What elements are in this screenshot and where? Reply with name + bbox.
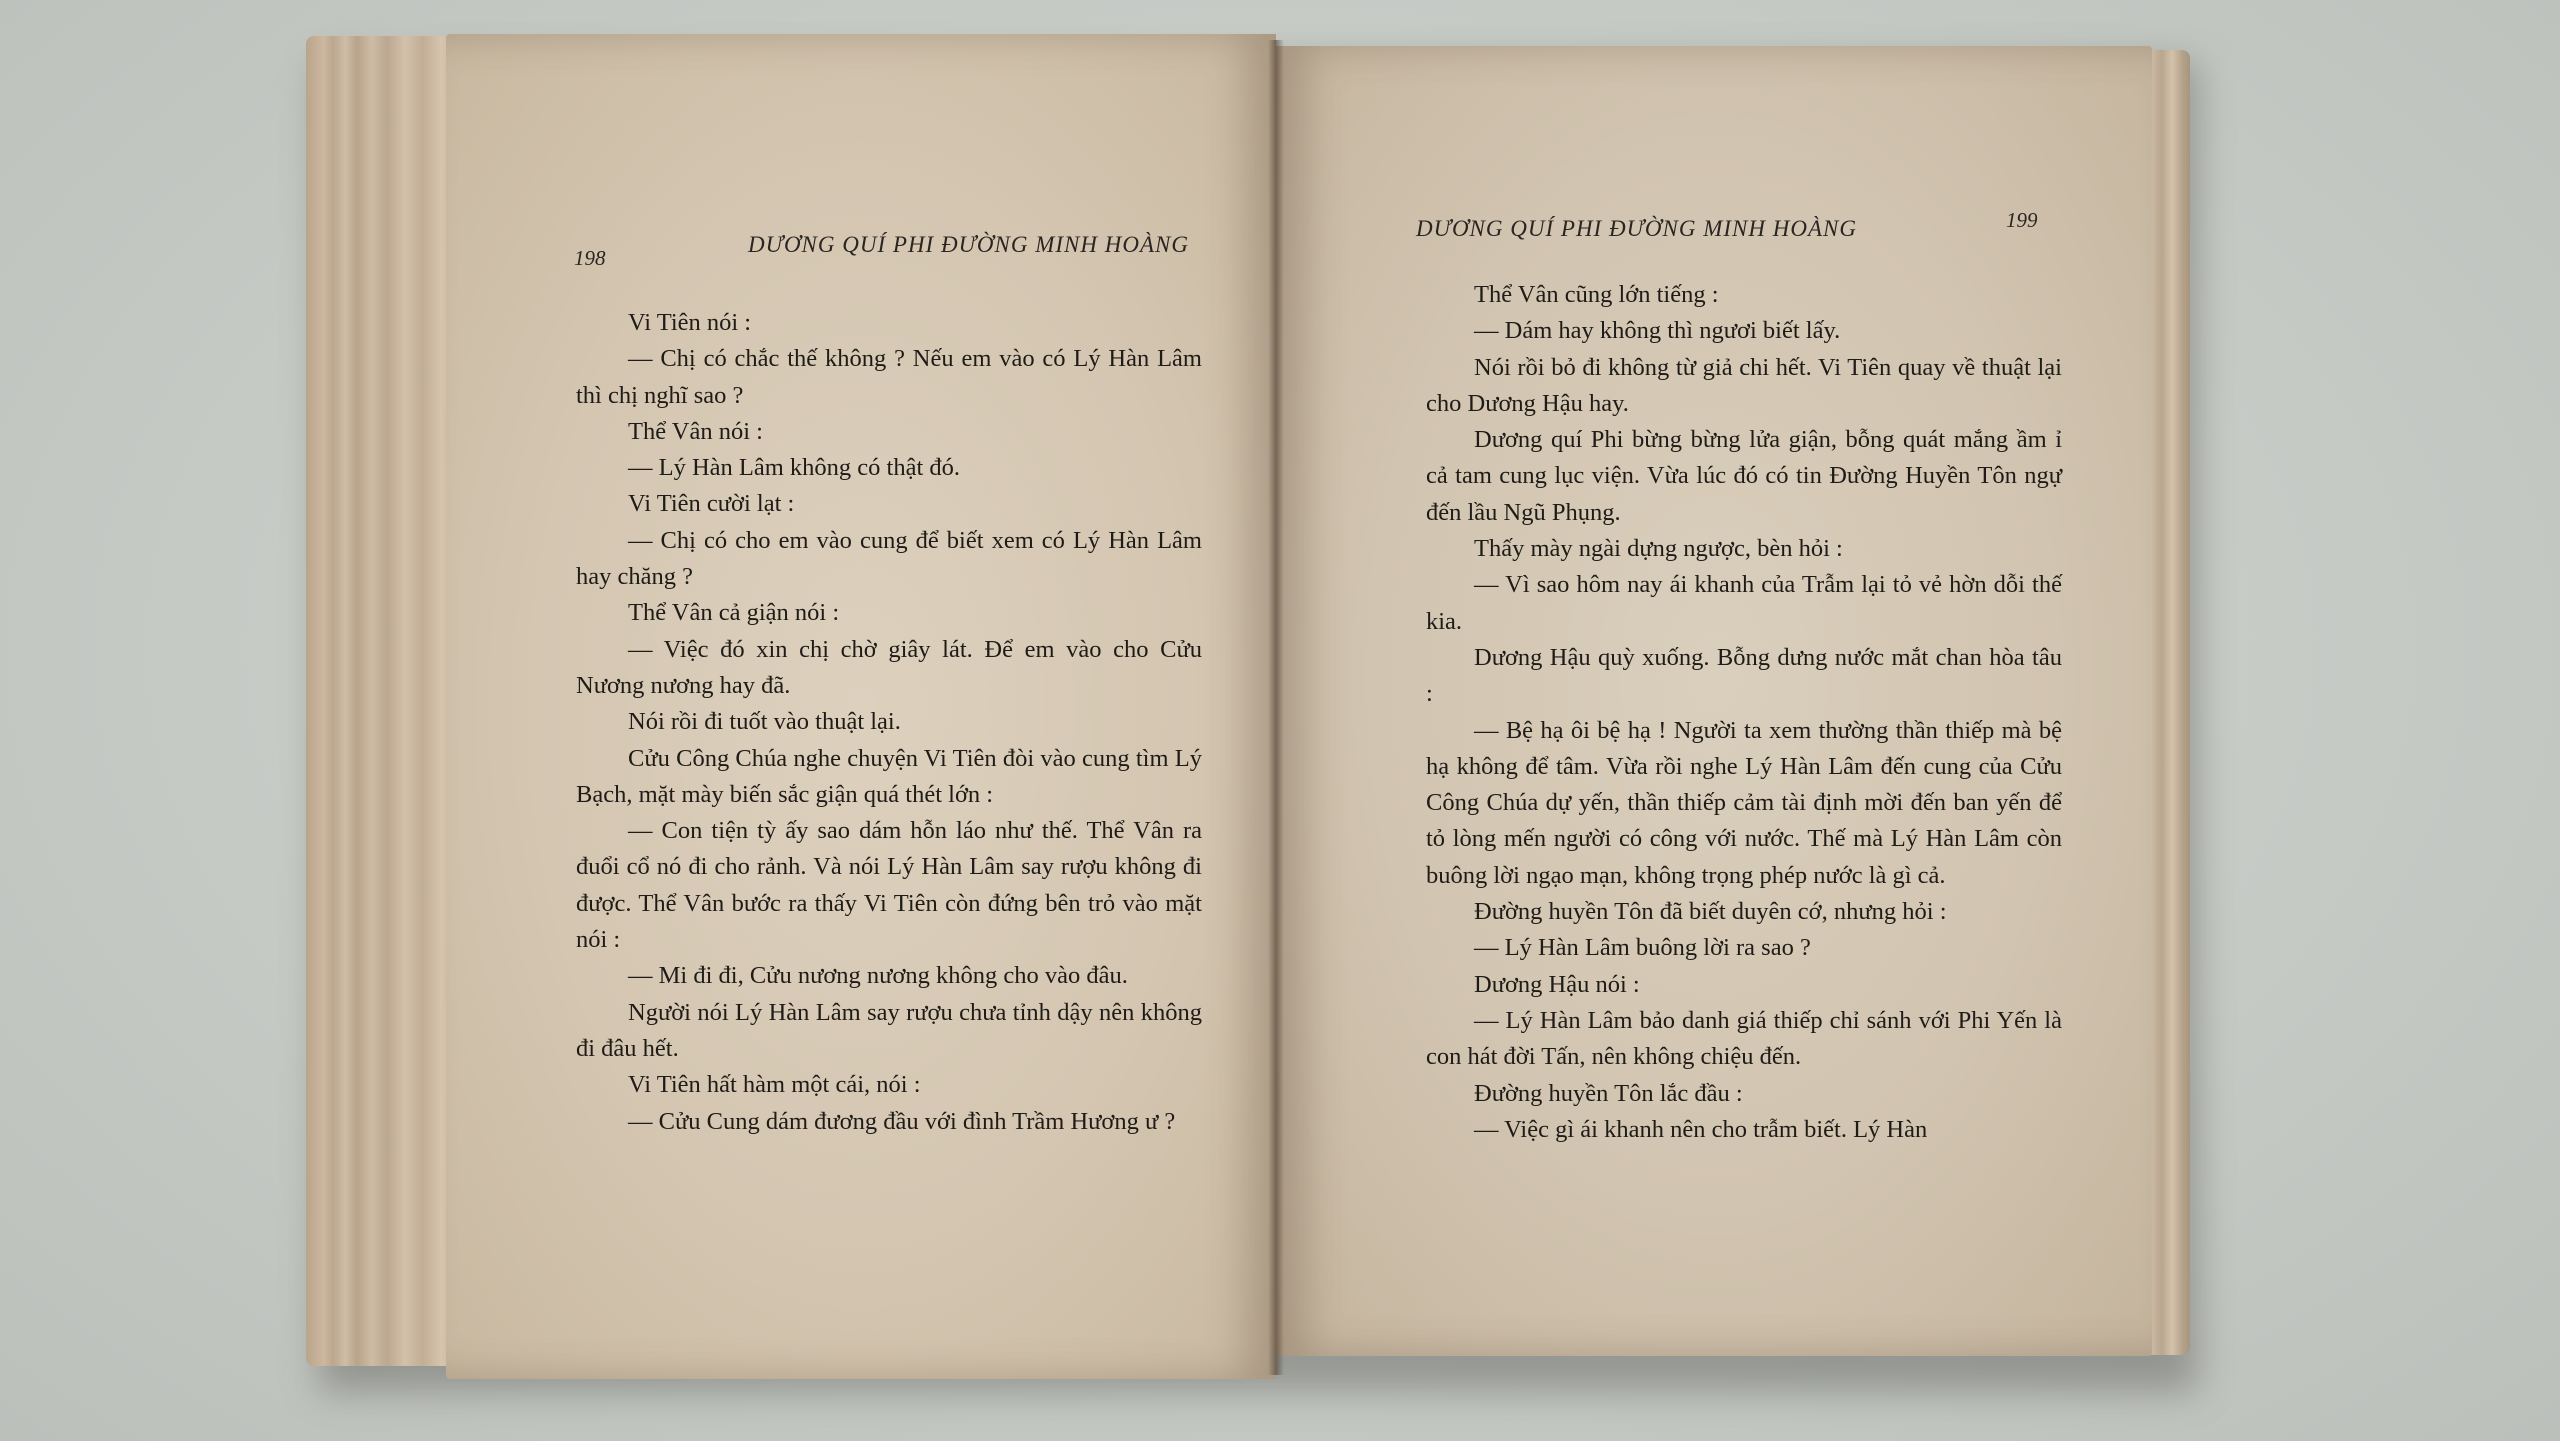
paragraph: Dương quí Phi bừng bừng lửa giận, bỗng quát mắng ầm ỉ cả tam cung lục viện. Vừa lúc đó có tin Đường Huyền Tôn ngự đến lầu Ngũ Phụng. [1426,426,2062,526]
paragraph: Nói rồi đi tuốt vào thuật lại. [628,708,901,736]
paragraph: — Chị có chắc thế không ? Nếu em vào có Lý Hàn Lâm thì chị nghĩ sao ? [576,345,1202,409]
left-page-number: 198 [574,246,606,270]
paragraph: — Cửu Cung dám đương đầu với đình Trầm Hương ư ? [628,1107,1176,1135]
right-page-edges [2150,50,2190,1355]
paragraph: — Lý Hàn Lâm bảo danh giá thiếp chỉ sánh với Phi Yến là con hát đời Tấn, nên không chiệu đến. [1426,1006,2062,1071]
paragraph: Đường huyền Tôn lắc đầu : [1474,1079,1743,1107]
right-page-body [1426,277,2062,1148]
paragraph: Vi Tiên nói : [628,309,752,336]
paragraph: — Mi đi đi, Cửu nương nương không cho vào đâu. [628,962,1128,990]
right-page-number: 199 [2006,208,2038,232]
paragraph: Đường huyền Tôn đã biết duyên cớ, nhưng hỏi : [1474,898,1947,926]
left-page-edges [306,36,456,1366]
paragraph: — Chị có cho em vào cung để biết xem có Lý Hàn Lâm hay chăng ? [576,526,1202,591]
paragraph: Thể Vân cũng lớn tiếng : [1474,281,1719,308]
paragraph: Thể Vân cả giận nói : [628,599,840,627]
paragraph: — Lý Hàn Lâm không có thật đó. [628,454,961,482]
paragraph: Vi Tiên cười lạt : [628,490,795,518]
paragraph: Nói rồi bỏ đi không từ giả chi hết. Vi Tiên quay về thuật lại cho Dương Hậu hay. [1426,353,2062,417]
paragraph: — Lý Hàn Lâm buông lời ra sao ? [1474,934,1811,962]
right-running-head: DƯƠNG QUÍ PHI ĐƯỜNG MINH HOÀNG [1416,216,1857,241]
paragraph: Người nói Lý Hàn Lâm say rượu chưa tỉnh dậy nên không đi đâu hết. [576,998,1202,1062]
paragraph: Vi Tiên hất hàm một cái, nói : [628,1071,921,1099]
paragraph: — Bệ hạ ôi bệ hạ ! Người ta xem thường thần thiếp mà bệ hạ không để tâm. Vừa rồi nghe Lý Hàn Lâm đến cung của Cửu Công Chúa dự yến, thần thiếp cảm tài định mời đến ban yến để tỏ lòng mến người có công với nước. Thế mà Lý Hàn Lâm còn buông lời ngạo mạn, không trọng phép nước là gì cả. [1426,716,2062,889]
left-running-head: DƯƠNG QUÍ PHI ĐƯỜNG MINH HOÀNG [748,232,1189,257]
paragraph: — Việc gì ái khanh nên cho trẫm biết. Lý Hàn [1474,1115,1928,1143]
paragraph: Dương Hậu quỳ xuống. Bỗng dưng nước mắt chan hòa tâu : [1426,643,2062,708]
left-page-body [576,305,1202,1140]
paragraph: Thấy mày ngài dựng ngược, bèn hỏi : [1474,535,1843,563]
paragraph: Cửu Công Chúa nghe chuyện Vi Tiên đòi vào cung tìm Lý Bạch, mặt mày biến sắc giận quá thét lớn : [576,744,1202,808]
paragraph: — Dám hay không thì ngươi biết lấy. [1474,317,1841,345]
paragraph: — Vì sao hôm nay ái khanh của Trẫm lại tỏ vẻ hờn dỗi thế kia. [1426,571,2062,635]
paragraph: — Việc đó xin chị chờ giây lát. Để em vào cho Cửu Nương nương hay đã. [576,635,1202,699]
paragraph: — Con tiện tỳ ấy sao dám hỗn láo như thế. Thể Vân ra đuổi cổ nó đi cho rảnh. Và nói Lý Hàn Lâm say rượu không đi được. Thể Vân bước ra thấy Vi Tiên còn đứng bên trỏ vào mặt nói : [576,817,1202,954]
book-gutter [1268,40,1284,1375]
paragraph: Dương Hậu nói : [1474,970,1640,998]
paragraph: Thể Vân nói : [628,417,763,445]
